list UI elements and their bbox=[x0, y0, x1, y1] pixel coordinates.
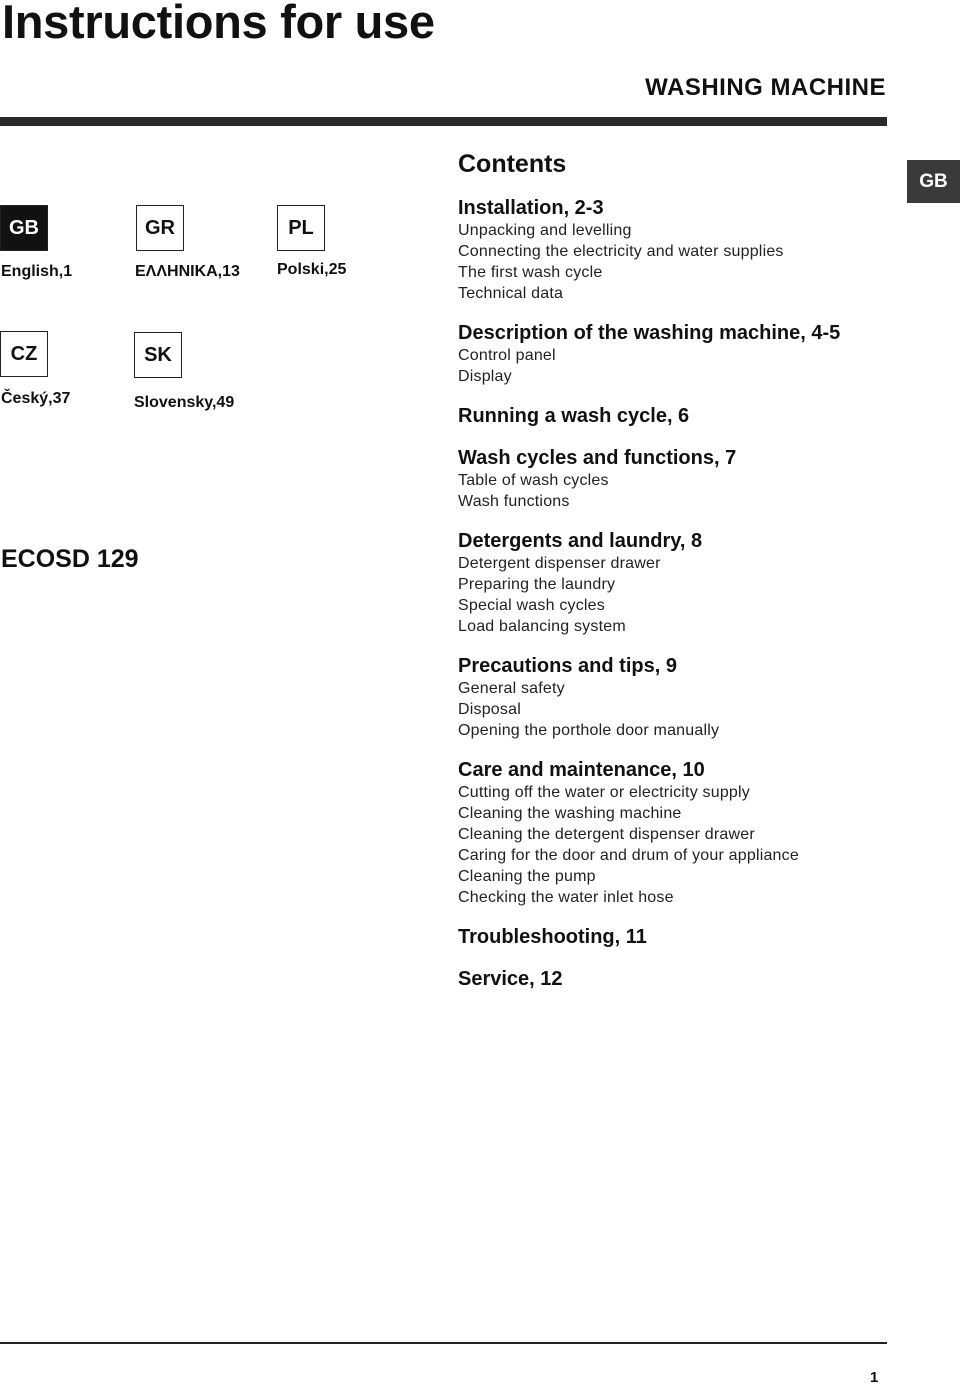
toc-section-installation bbox=[458, 196, 784, 304]
toc-item[interactable]: Control panel bbox=[458, 347, 556, 364]
toc-item[interactable]: Caring for the door and drum of your appliance bbox=[458, 847, 799, 864]
toc-item[interactable]: Disposal bbox=[458, 701, 521, 718]
toc-heading[interactable]: Care and maintenance, 10 bbox=[458, 759, 705, 781]
toc-section-description bbox=[458, 321, 840, 387]
toc-item[interactable]: Unpacking and levelling bbox=[458, 222, 632, 239]
toc-item[interactable]: Cleaning the washing machine bbox=[458, 805, 682, 822]
product-type: WASHING MACHINE bbox=[645, 74, 886, 101]
lang-label-gr[interactable]: ΕΛΛΗΝΙΚΑ,13 bbox=[135, 263, 240, 280]
lang-box-cz[interactable]: CZ bbox=[0, 331, 48, 377]
toc-item[interactable]: Load balancing system bbox=[458, 618, 626, 635]
toc-item[interactable]: Connecting the electricity and water supplies bbox=[458, 243, 784, 260]
toc-item[interactable]: Cleaning the detergent dispenser drawer bbox=[458, 826, 755, 843]
toc-item[interactable]: Technical data bbox=[458, 285, 564, 302]
toc-heading[interactable]: Detergents and laundry, 8 bbox=[458, 530, 703, 552]
page-title: Instructions for use bbox=[2, 0, 435, 48]
lang-label-sk[interactable]: Slovensky,49 bbox=[134, 394, 235, 411]
page-number: 1 bbox=[870, 1369, 879, 1386]
toc-item[interactable]: Checking the water inlet hose bbox=[458, 889, 674, 906]
toc-item[interactable]: Display bbox=[458, 368, 512, 385]
toc-heading[interactable]: Running a wash cycle, 6 bbox=[458, 405, 690, 427]
toc-section-wash-cycles bbox=[458, 446, 736, 512]
toc-item[interactable]: Special wash cycles bbox=[458, 597, 605, 614]
toc-item[interactable]: The first wash cycle bbox=[458, 264, 603, 281]
lang-box-sk[interactable]: SK bbox=[134, 332, 182, 378]
toc-item[interactable]: Opening the porthole door manually bbox=[458, 722, 720, 739]
lang-box-pl[interactable]: PL bbox=[277, 205, 325, 251]
toc-item[interactable]: Preparing the laundry bbox=[458, 576, 616, 593]
toc-heading[interactable]: Service, 12 bbox=[458, 968, 563, 990]
lang-label-cz[interactable]: Český,37 bbox=[1, 390, 71, 407]
lang-label-pl[interactable]: Polski,25 bbox=[277, 261, 347, 278]
toc-heading[interactable]: Description of the washing machine, 4-5 bbox=[458, 322, 841, 344]
toc-item[interactable]: Cutting off the water or electricity supply bbox=[458, 784, 750, 801]
toc-item[interactable]: Table of wash cycles bbox=[458, 472, 609, 489]
header-divider bbox=[0, 117, 887, 126]
toc-section-care bbox=[458, 758, 799, 908]
toc-section-service bbox=[458, 967, 563, 991]
toc-item[interactable]: Cleaning the pump bbox=[458, 868, 596, 885]
toc-item[interactable]: General safety bbox=[458, 680, 565, 697]
toc-section-precautions bbox=[458, 654, 719, 741]
toc-item[interactable]: Detergent dispenser drawer bbox=[458, 555, 661, 572]
toc-section-detergents bbox=[458, 529, 702, 637]
toc-heading[interactable]: Wash cycles and functions, 7 bbox=[458, 447, 737, 469]
footer-divider bbox=[0, 1342, 887, 1344]
model-number: ECOSD 129 bbox=[1, 545, 139, 573]
lang-label-gb[interactable]: English,1 bbox=[1, 263, 73, 280]
language-side-tab: GB bbox=[907, 160, 960, 203]
toc-heading[interactable]: Precautions and tips, 9 bbox=[458, 655, 677, 677]
toc-heading[interactable]: Troubleshooting, 11 bbox=[458, 926, 647, 948]
toc-item[interactable]: Wash functions bbox=[458, 493, 570, 510]
toc-heading[interactable]: Installation, 2-3 bbox=[458, 197, 604, 219]
contents-title: Contents bbox=[458, 150, 567, 178]
toc-section-running bbox=[458, 404, 689, 428]
lang-box-gr[interactable]: GR bbox=[136, 205, 184, 251]
toc-section-troubleshooting bbox=[458, 925, 647, 949]
lang-box-gb[interactable]: GB bbox=[0, 205, 48, 251]
